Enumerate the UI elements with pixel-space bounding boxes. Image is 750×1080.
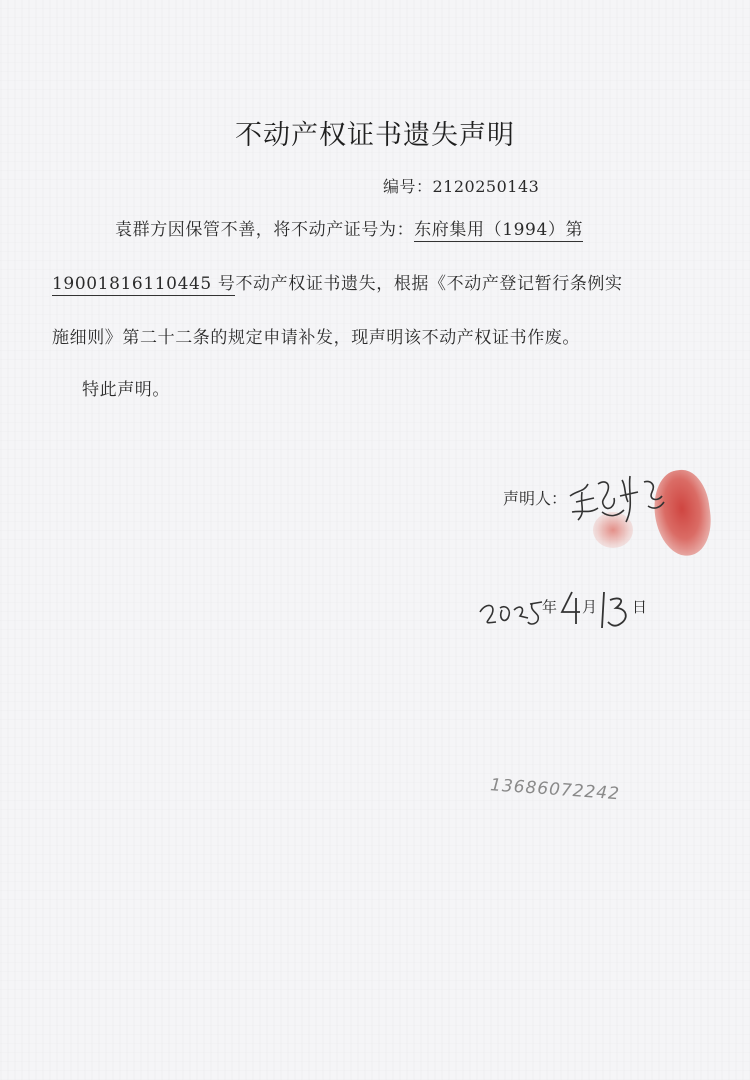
phone-number-text: 13686072242 — [489, 775, 621, 805]
document-title: 不动产权证书遗失声明 — [235, 120, 515, 151]
body-line-2 — [52, 272, 623, 296]
body-line-2-suffix: 不动产权证书遗失，根据《不动产登记暂行条例实 — [235, 274, 623, 294]
body-line-3: 施细则》第二十二条的规定申请补发，现声明该不动产权证书作废。 — [52, 328, 580, 348]
month-label: 月 — [582, 598, 598, 616]
certificate-number-part-1: 东府集用（1994）第 — [414, 220, 584, 240]
body-line-1 — [115, 218, 583, 242]
certificate-number-part-2: 19001816110445 号 — [52, 274, 236, 294]
handwritten-phone-number — [488, 765, 638, 815]
day-label: 日 — [632, 598, 648, 616]
handwritten-signature — [564, 462, 674, 532]
year-label: 年 — [542, 598, 558, 616]
body-line-1-prefix: 袁群方因保管不善，将不动产证号为： — [115, 220, 415, 240]
handwritten-date — [476, 578, 666, 648]
closing-statement: 特此声明。 — [82, 380, 170, 400]
serial-number: 编号：2120250143 — [383, 177, 540, 196]
declarant-label: 声明人： — [503, 489, 568, 508]
